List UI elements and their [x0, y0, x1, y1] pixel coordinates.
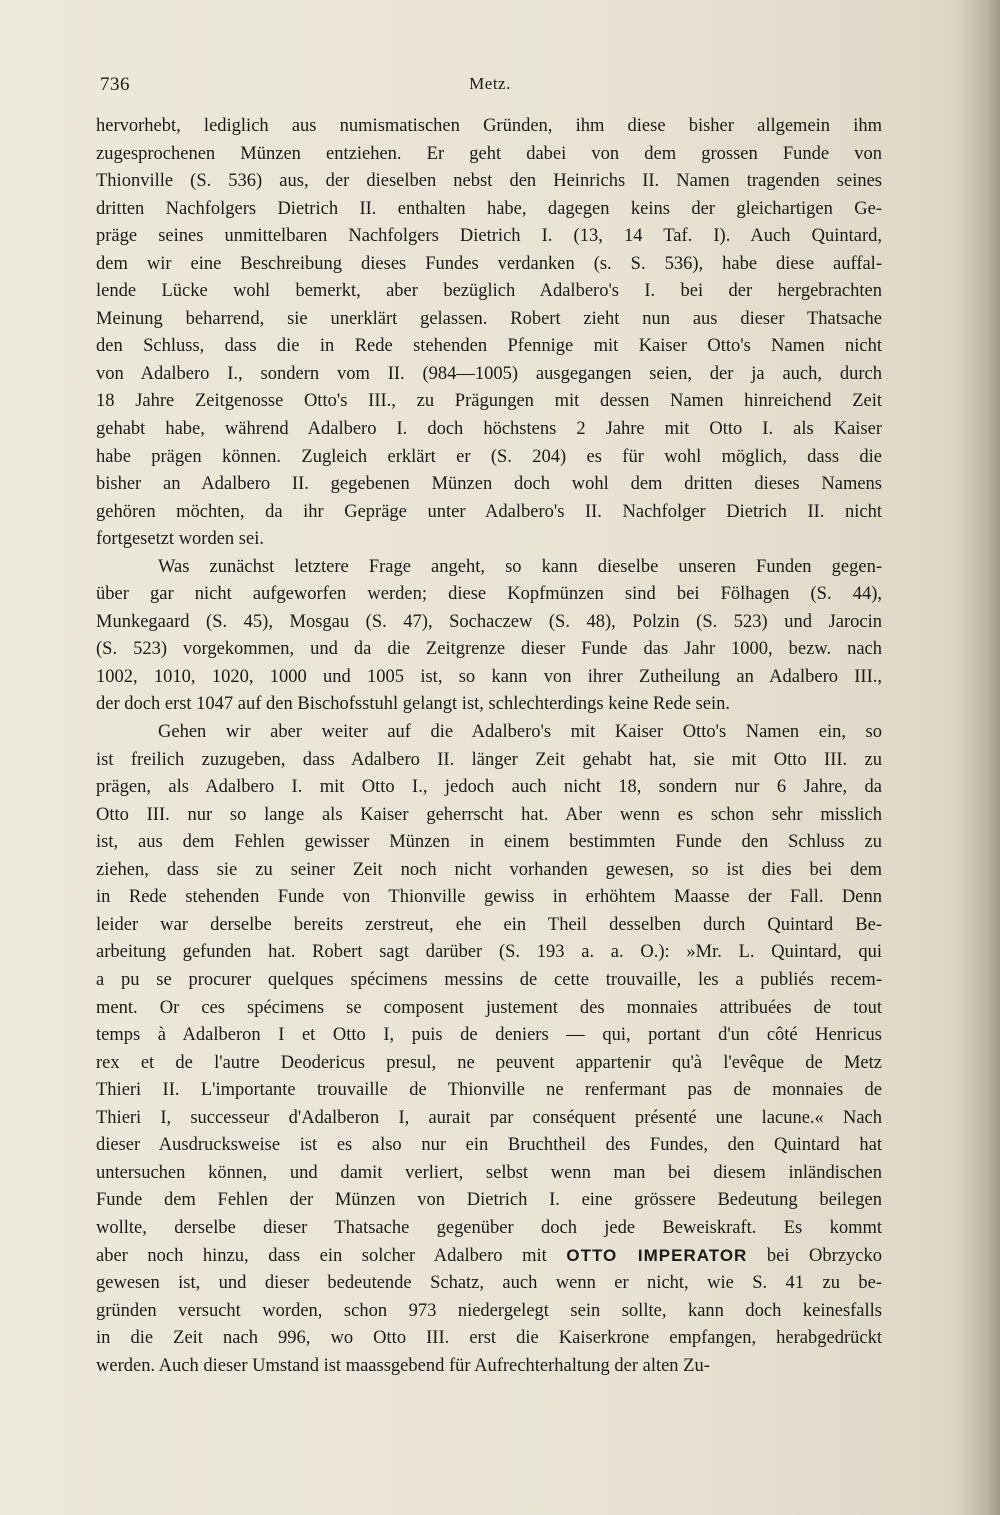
- text-line: temps à Adalberon I et Otto I, puis de deniers — qui, portant d'un côté Henricus: [96, 1025, 882, 1046]
- text-line: hervorhebt, lediglich aus numismatischen Gründen, ihm diese bisher allgemein ihm: [96, 116, 882, 136]
- text-line: von Adalbero I., sondern vom II. (984—1005) ausgegangen seien, der ja auch, durch: [96, 363, 882, 384]
- gutter-shadow: [956, 0, 1000, 1515]
- text-line: in Rede stehenden Funde von Thionville gewiss in erhöhtem Maasse der Fall. Denn: [96, 887, 882, 908]
- body-text: [96, 113, 882, 1380]
- text-line: präge seines unmittelbaren Nachfolgers Dietrich I. (13, 14 Taf. I). Auch Quintard,: [96, 226, 882, 247]
- text-line: leider war derselbe bereits zerstreut, ehe ein Theil desselben durch Quintard Be-: [96, 914, 882, 935]
- text-line: zugesprochenen Münzen entziehen. Er geht dabei von dem grossen Funde von: [96, 143, 882, 164]
- text-line: [96, 1242, 882, 1270]
- text-line: dem wir eine Beschreibung dieses Fundes verdanken (s. S. 536), habe diese auffal-: [96, 253, 882, 274]
- text-line: bisher an Adalbero II. gegebenen Münzen doch wohl dem dritten dieses Namens: [96, 474, 882, 495]
- text-line: den Schluss, dass die in Rede stehenden Pfennige mit Kaiser Otto's Namen nicht: [96, 336, 882, 357]
- text-line: (S. 523) vorgekommen, und da die Zeitgrenze dieser Funde das Jahr 1000, bezw. nach: [96, 639, 882, 660]
- text-line: werden. Auch dieser Umstand ist maassgebend für Aufrechterhaltung der alten Zu-: [96, 1355, 710, 1376]
- text-line: 1002, 1010, 1020, 1000 und 1005 ist, so kann von ihrer Zutheilung an Adalbero III.,: [96, 666, 882, 687]
- page-header: [100, 74, 880, 100]
- text-line: habe prägen können. Zugleich erklärt er (S. 204) es für wohl möglich, dass die: [96, 446, 882, 467]
- text-line: gründen versucht worden, schon 973 niedergelegt sein sollte, kann doch keinesfalls: [96, 1300, 882, 1321]
- text-line: untersuchen können, und damit verliert, selbst wenn man bei diesem inländischen: [96, 1162, 882, 1183]
- text-line: wollte, derselbe dieser Thatsache gegenüber doch jede Beweiskraft. Es kommt: [96, 1217, 882, 1238]
- text-line: gehabt habe, während Adalbero I. doch höchstens 2 Jahre mit Otto I. als Kaiser: [96, 419, 882, 440]
- text-segment: aber noch hinzu, dass ein solcher Adalbero mit: [96, 1246, 567, 1267]
- text-line: fortgesetzt worden sei.: [96, 529, 264, 550]
- text-segment: bei Obrzycko: [747, 1246, 882, 1267]
- text-line: Thieri I, successeur d'Adalberon I, aurait par conséquent présenté une lacune.« Nach: [96, 1107, 882, 1128]
- text-line: Gehen wir aber weiter auf die Adalbero's mit Kaiser Otto's Namen ein, so: [158, 722, 882, 743]
- text-line: rex et de l'autre Deodericus presul, ne peuvent appartenir qu'à l'evêque de Metz: [96, 1052, 882, 1073]
- text-line: ist freilich zuzugeben, dass Adalbero II. länger Zeit gehabt hat, sie mit Otto III. zu: [96, 749, 882, 770]
- text-line: über gar nicht aufgeworfen werden; diese Kopfmünzen sind bei Fölhagen (S. 44),: [96, 584, 882, 605]
- text-line: der doch erst 1047 auf den Bischofsstuhl gelangt ist, schlechterdings keine Rede sein.: [96, 694, 730, 715]
- text-line: Was zunächst letztere Frage angeht, so kann dieselbe unseren Funden gegen-: [158, 556, 882, 577]
- text-line: Meinung beharrend, sie unerklärt gelassen. Robert zieht nun aus dieser Thatsache: [96, 308, 882, 329]
- text-line: gehören möchten, da ihr Gepräge unter Adalbero's II. Nachfolger Dietrich II. nicht: [96, 501, 882, 522]
- text-line: Thionville (S. 536) aus, der dieselben nebst den Heinrichs II. Namen tragenden seines: [96, 171, 882, 192]
- text-line: Munkegaard (S. 45), Mosgau (S. 47), Sochaczew (S. 48), Polzin (S. 523) und Jarocin: [96, 611, 882, 632]
- text-line: 18 Jahre Zeitgenosse Otto's III., zu Prägungen mit dessen Namen hinreichend Zeit: [96, 391, 882, 412]
- text-line: dieser Ausdrucksweise ist es also nur ein Bruchtheil des Fundes, den Quintard hat: [96, 1135, 882, 1156]
- text-line: a pu se procurer quelques spécimens messins de cette trouvaille, les a publiés recem-: [96, 969, 882, 990]
- running-head: Metz.: [469, 74, 511, 93]
- text-line: gewesen ist, und dieser bedeutende Schatz, auch wenn er nicht, wie S. 41 zu be-: [96, 1272, 882, 1293]
- text-line: in die Zeit nach 996, wo Otto III. erst die Kaiserkrone empfangen, herabgedrückt: [96, 1328, 882, 1349]
- text-line: Otto III. nur so lange als Kaiser geherrscht hat. Aber wenn es schon sehr misslich: [96, 804, 882, 825]
- text-line: Thieri II. L'importante trouvaille de Thionville ne renfermant pas de monnaies de: [96, 1080, 882, 1101]
- text-line: ziehen, dass sie zu seiner Zeit noch nicht vorhanden gewesen, so ist dies bei dem: [96, 859, 882, 880]
- text-line: arbeitung gefunden hat. Robert sagt darüber (S. 193 a. a. O.): »Mr. L. Quintard, qui: [96, 942, 882, 963]
- inscription-text: OTTO IMPERATOR: [566, 1246, 748, 1266]
- text-line: prägen, als Adalbero I. mit Otto I., jedoch auch nicht 18, sondern nur 6 Jahre, da: [96, 777, 882, 798]
- page-number: 736: [100, 74, 130, 95]
- text-line: lende Lücke wohl bemerkt, aber bezüglich Adalbero's I. bei der hergebrachten: [96, 281, 882, 302]
- text-line: Funde dem Fehlen der Münzen von Dietrich I. eine grössere Bedeutung beilegen: [96, 1190, 882, 1211]
- text-line: ist, aus dem Fehlen gewisser Münzen in einem bestimmten Funde den Schluss zu: [96, 832, 882, 853]
- text-line: ment. Or ces spécimens se composent justement des monnaies attribuées de tout: [96, 997, 882, 1018]
- text-line: dritten Nachfolgers Dietrich II. enthalten habe, dagegen keins der gleichartigen Ge-: [96, 198, 882, 219]
